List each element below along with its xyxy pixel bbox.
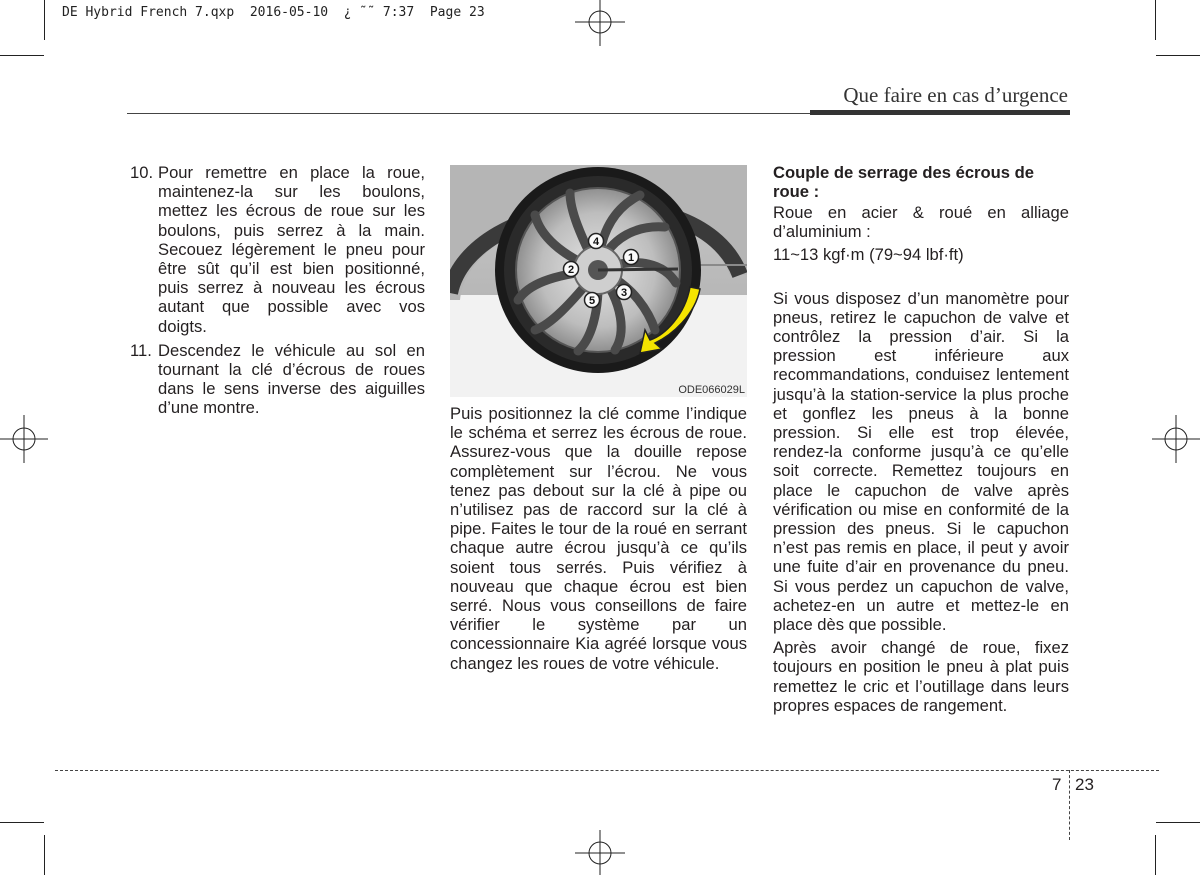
registration-mark-top: [575, 0, 625, 46]
section-title: Que faire en cas d’urgence: [843, 83, 1068, 107]
wheel-figure: [450, 165, 747, 397]
print-slug: DE Hybrid French 7.qxp 2016-05-10 ¿ ˜˜ 7:37 Page 23: [62, 5, 485, 20]
nut-label: 1: [627, 252, 635, 264]
footer-rule: [55, 770, 1159, 771]
torque-wheel-type: Roue en acier & roué en alliage d’aluminium :: [773, 203, 1069, 242]
crop-mark: [44, 835, 45, 875]
crop-mark: [0, 55, 44, 56]
registration-mark-left: [0, 415, 48, 463]
nut-label: 3: [620, 287, 628, 299]
footer-divider: [1069, 770, 1070, 840]
list-item-text: Pour remettre en place la roue, maintenez-la sur les boulons, mettez les écrous de roue sur les boulons, puis serrez à la main. Secouez légèrement le pneu pour être sût qu’il est bien positionné, puis serrez à nouveau les écrous autant que possible avec vos doigts.: [158, 163, 425, 336]
body-paragraph: Puis positionnez la clé comme l’indique le schéma et serrez les écrous de roue. Assurez-vous que la douille repose complètement sur l’écrou. Ne vous tenez pas debout sur la clé à pipe ou n’utilisez pas de raccord sur la clé à pipe. Faites le tour de la roué en serrant chaque autre écrou jusqu’à ce qu’ils soient tous serrés. Puis vérifiez à nouveau que chaque écrou est bien serré. Nous vous conseillons de faire vérifier le système par un concessionnaire Kia agréé lorsque vous changez les roues de votre véhicule.: [450, 404, 747, 673]
body-paragraph: Si vous disposez d’un manomètre pour pneus, retirez le capuchon de valve et contrôlez la pression d’air. Si la pression est inférieure aux recommandations, conduisez lentement jusqu’à la station-service la plus proche et gonflez les pneus à la bonne pression. Si elle est trop élevée, rendez-la conforme jusqu’à ce qu’elle soit correcte. Remettez toujours en place le capuchon de valve après vérification ou mise en conformité de la pression des pneus. Si le capuchon n’est pas remis en place, il peut y avoir une fuite d’air en provenance du pneu. Si vous perdez un capuchon de valve, achetez-en un autre et mettez-le en place dès que possible.: [773, 288, 1069, 635]
header-rule-accent: [810, 110, 1070, 115]
left-column: [130, 163, 425, 423]
crop-mark: [1155, 835, 1156, 875]
crop-mark: [1156, 822, 1200, 823]
torque-heading: Couple de serrage des écrous de roue :: [773, 163, 1034, 201]
list-item-number: 11.: [130, 340, 152, 360]
torque-value: 11~13 kgf·m (79~94 lbf·ft): [773, 245, 964, 265]
nut-label: 4: [592, 236, 600, 248]
wheel-illustration: [450, 165, 747, 397]
registration-mark-right: [1152, 415, 1200, 463]
list-item-text: Descendez le véhicule au sol en tournant la clé d’écrous de roues dans le sens inverse des aiguilles d’une montre.: [158, 340, 425, 418]
list-item: [130, 341, 425, 418]
page-number: 23: [1075, 775, 1094, 794]
body-paragraph: Après avoir changé de roue, fixez toujours en position le pneu à plat puis remettez le cric et l’outillage dans leurs propres espaces de rangement.: [773, 638, 1069, 715]
crop-mark: [1155, 0, 1156, 40]
list-item-number: 10.: [130, 163, 154, 182]
section-number: 7: [1052, 775, 1062, 794]
figure-caption: ODE066029L: [678, 384, 745, 396]
crop-mark: [1156, 55, 1200, 56]
middle-column: [450, 404, 747, 673]
registration-mark-bottom: [575, 830, 625, 875]
list-item: [130, 163, 425, 336]
nut-label: 5: [588, 295, 596, 307]
nut-label: 2: [567, 264, 575, 276]
crop-mark: [0, 822, 44, 823]
crop-mark: [44, 0, 45, 40]
right-column: [773, 163, 1069, 719]
